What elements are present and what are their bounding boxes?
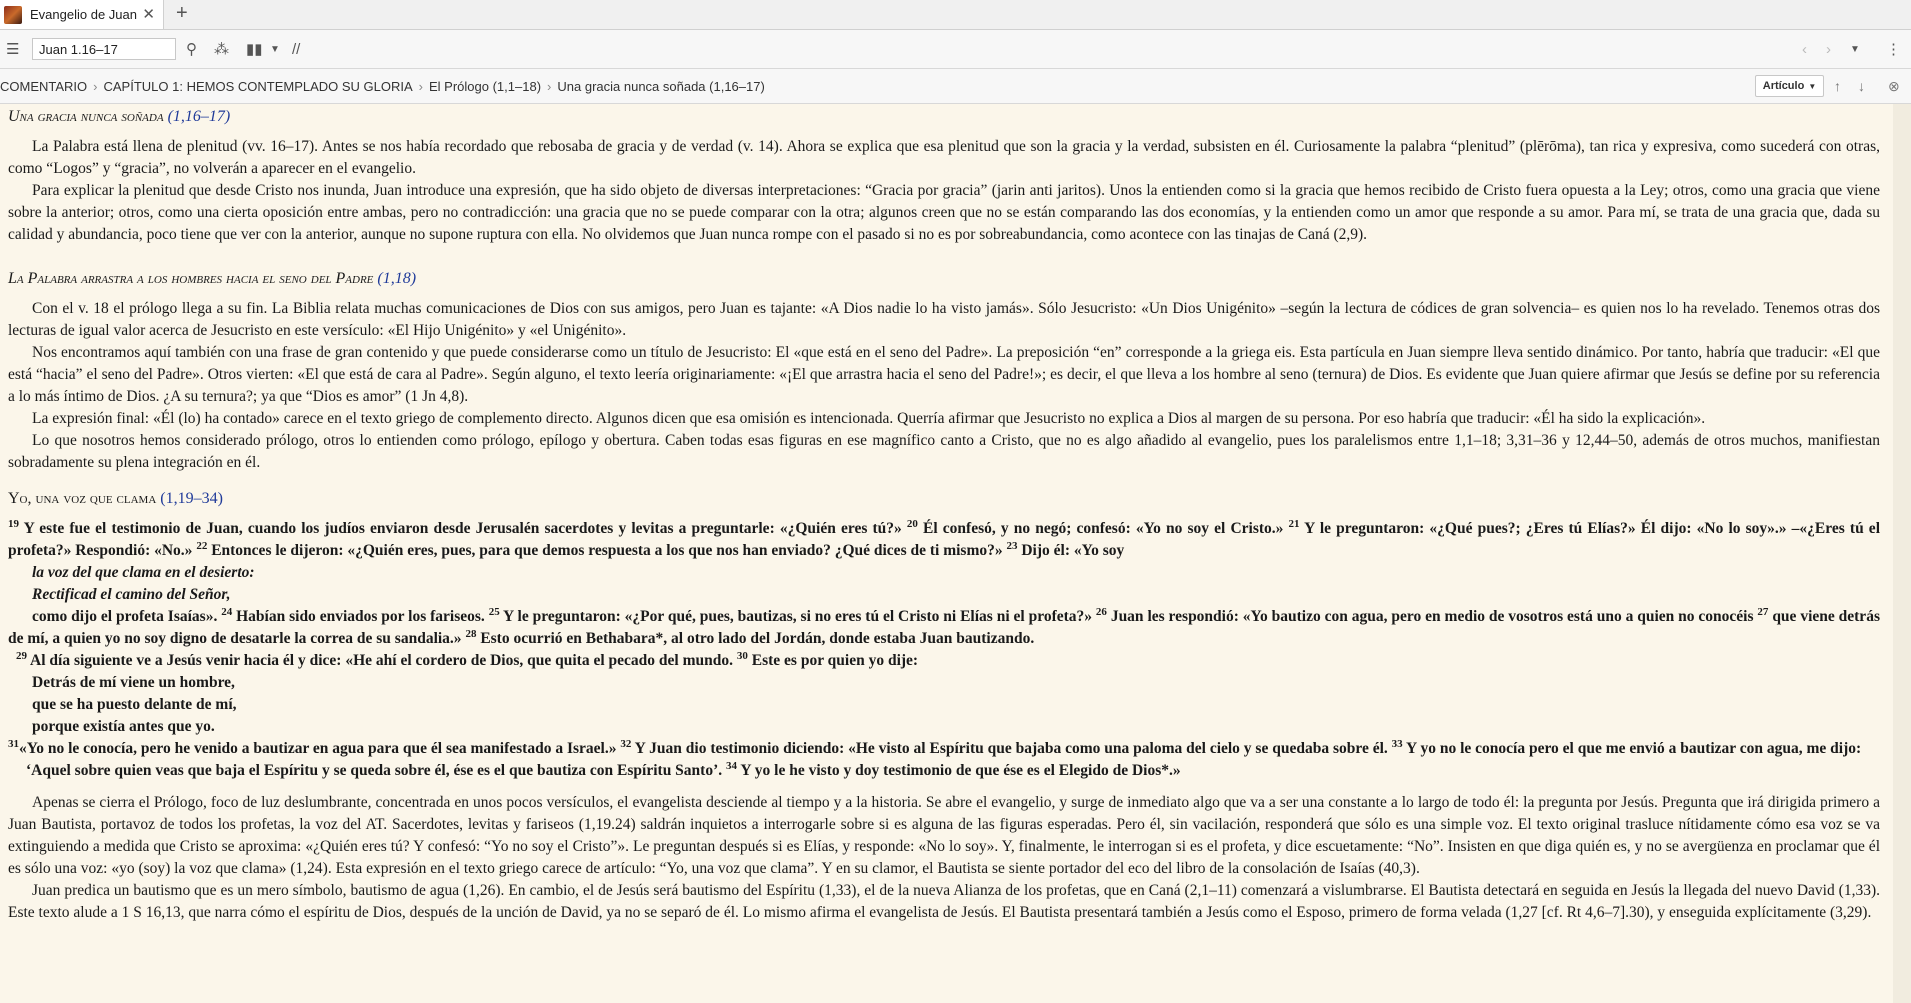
poetry-line: la voz del que clama en el desierto: — [32, 564, 255, 581]
scrollbar[interactable] — [1893, 104, 1911, 1003]
search-icon[interactable]: ⚲ — [186, 41, 197, 58]
bible-text — [8, 518, 1880, 562]
menu-icon[interactable]: ☰ — [6, 41, 20, 58]
parallel-icon[interactable]: ▮▮ — [246, 41, 263, 58]
verse-text: Y Juan dio testimonio diciendo: «He visto al Espíritu que bajaba como una paloma del cielo y se quedaba sobre él. — [634, 740, 1388, 757]
paragraph: Apenas se cierra el Prólogo, foco de luz deslumbrante, concentrada en unos pocos versículos, el evangelista desciende al tiempo y a la historia. Se abre el evangelio, y surge de inmediato algo que va a ser una constante a lo largo de todo él: la pregunta por Jesús. Pregunta que irá dirigida primero a Juan Bautista, portavoz de todos los profetas, la voz del AT. Sacerdotes, levitas y fariseos (1,19.24) saldrán inquietos a interrogarle sobre si es alguna de las figuras esperadas. Pero él, sin vacilación, responderá que sólo es una simple voz. El texto original trasluce nítidamente cómo esa voz se va extinguiendo a medida que Cristo se aproxima: «¿Quién eres tú? Y confesó: “Yo no soy el Cristo”». Le preguntan después si es Elías, y responde: «No lo soy». Y, finalmente, le interrogan si es el profeta, y dice escuetamente: “No”. Insisten en que diga quién es, y no se avergüenza en proclamar que él es sólo una voz: «yo (soy) la voz que clama» (1,24). Esta expresión en el texto griego carece de artículo: “Yo, una voz que clama”. Y en su clamor, el Bautista se siente portador del eco del libro de la consolación de Isaías (40,3). — [8, 794, 1880, 877]
verse-text: Y yo le he visto y doy testimonio de que ése es el Elegido de Dios*.» — [740, 762, 1181, 779]
section-heading — [8, 268, 1880, 290]
verse-number: 24 — [221, 605, 233, 618]
verse-number: 25 — [488, 605, 500, 618]
book-cover-icon — [4, 6, 22, 24]
verse-text: Y este fue el testimonio de Juan, cuando los judíos enviaron desde Jerusalén sacerdotes y levitas a preguntarle: «¿Quién eres tú?» — [23, 520, 902, 537]
verse-text: Este es por quien yo dije: — [751, 652, 919, 669]
verse-number: 30 — [736, 649, 748, 662]
verse-text: Él confesó, y no negó; confesó: «Yo no soy el Cristo.» — [923, 520, 1284, 537]
breadcrumb-separator-icon: › — [418, 78, 424, 94]
back-icon[interactable]: ‹ — [1802, 40, 1807, 58]
verse-text: como dijo el profeta Isaías». — [32, 608, 218, 625]
arrow-down-icon[interactable]: ↓ — [1858, 78, 1865, 94]
verse-number: 21 — [1288, 517, 1300, 530]
verse-number: 34 — [726, 759, 737, 772]
heading-title: Una gracia nunca soñada — [8, 108, 164, 125]
forward-icon[interactable]: › — [1826, 40, 1831, 58]
breadcrumb — [0, 69, 1911, 104]
verse-text: Habían sido enviados por los fariseos. — [236, 608, 485, 625]
breadcrumb-separator-icon: › — [547, 78, 552, 94]
bible-text — [8, 738, 1880, 760]
verse-number: 33 — [1391, 737, 1403, 750]
paragraph: Juan predica un bautismo que es un mero símbolo, bautismo de agua (1,26). En cambio, el de Jesús será bautismo del Espíritu (1,33), el de la nueva Alianza de los profetas, que en Caná (2,1–11) comenzará a vislumbrarse. El Bautista detectará en seguida en Jesús la llegada del nuevo David (1,33). Este texto alude a 1 S 16,13, que narra cómo el espíritu de Dios, después de la unción de David, ya no se separó de él. Lo mismo afirma el evangelista de Jesús. El Bautista presentará también a Jesús como el Esposo, primero de forma velada (1,27 [cf. Rt 4,6–7].30), y enseguida explícitamente (3,29). — [8, 882, 1880, 921]
verse-text: ‘Aquel sobre quien veas que baja el Espíritu y se queda sobre él, ése es el que bautiza con Espíritu Santo’. — [26, 762, 723, 779]
verse-number: 32 — [620, 737, 632, 750]
close-circle-icon[interactable]: ⊗ — [1888, 77, 1900, 94]
sync-icon[interactable]: // — [292, 40, 301, 58]
more-icon[interactable]: ⋮ — [1886, 41, 1901, 58]
verse-number: 28 — [465, 627, 477, 640]
heading-reference-link[interactable]: (1,19–34) — [160, 490, 223, 507]
chevron-down-icon[interactable]: ▼ — [270, 43, 280, 55]
verse-number: 20 — [906, 517, 918, 530]
poetry-line: porque existía antes que yo. — [32, 718, 215, 735]
verse-number: 27 — [1757, 605, 1769, 618]
verse-text: Esto ocurrió en Bethabara*, al otro lado del Jordán, donde estaba Juan bautizando. — [480, 630, 1035, 647]
verse-text: Entonces le dijeron: «¿Quién eres, pues, para que demos respuesta a los que nos han enviado? ¿Qué dices de ti mismo?» — [211, 542, 1003, 559]
poetry-line: que se ha puesto delante de mí, — [32, 696, 237, 713]
verse-text: que viene detrás de mí, a quien yo no soy digno de desatarle la correa de su sandalia.» — [8, 608, 1880, 647]
breadcrumb-item[interactable]: Una gracia nunca soñada (1,16–17) — [557, 78, 765, 94]
chevron-down-icon: ▼ — [1808, 81, 1817, 91]
people-icon[interactable]: ⁂ — [214, 41, 229, 58]
paragraph: Con el v. 18 el prólogo llega a su fin. La Biblia relata muchas comunicaciones de Dios con sus amigos, pero Juan es tajante: «A Dios nadie lo ha visto jamás». Sólo Jesucristo: «Un Dios Unigénito» –según la lectura de códices de gran solvencia– es quien nos lo ha revelado. Tenemos otras dos lecturas de igual valor acerca de Jesucristo en este versículo: «El Hijo Unigénito» y «el Unigénito». — [8, 300, 1880, 339]
poetry-line: Rectificad el camino del Señor, — [32, 586, 231, 603]
bible-text — [8, 760, 1880, 782]
verse-number: 26 — [1095, 605, 1107, 618]
toolbar — [0, 30, 1911, 69]
tab-title: Evangelio de Juan — [30, 7, 137, 22]
poetry-line: Detrás de mí viene un hombre, — [32, 674, 235, 691]
bible-text — [8, 606, 1880, 650]
paragraph: Nos encontramos aquí también con una frase de gran contenido y que puede considerarse como un título de Jesucristo: El «que está en el seno del Padre». La preposición “en” corresponde a la griega eis. Esta partícula en Juan siempre lleva sentido dinámico. Por tanto, habría que traducir: «El que está “hacia” el seno del Padre». Otros vierten: «El que está de cara al Padre». Según alguno, el texto leería originariamente: «¡El que arrastra hacia el seno del Padre!»; es decir, el que lleva a los hombre al seno (ternura) de Dios. Es evidente que Juan quiere afirmar que Jesús se define por su referencia a lo más íntimo de Dios. ¿A su ternura?; ya que “Dios es amor” (1 Jn 4,8). — [8, 344, 1880, 405]
heading-title: La Palabra arrastra a los hombres hacia el seno del Padre — [8, 270, 374, 287]
new-tab-icon[interactable]: + — [176, 2, 188, 24]
paragraph: La expresión final: «Él (lo) ha contado» carece en el texto griego de complemento directo. Algunos dicen que esa omisión es intencionada. Querría afirmar que Jesucristo no explica a Dios al margen de su persona. Por eso habría que traducir: «Él ha sido la explicación». — [32, 410, 1706, 427]
heading-title: Yo, una voz que clama — [8, 490, 157, 507]
verse-number: 19 — [8, 517, 19, 530]
verse-text: Al día siguiente ve a Jesús venir hacia él y dice: «He ahí el cordero de Dios, que quita el pecado del mundo. — [30, 652, 733, 669]
breadcrumb-item[interactable]: COMENTARIO — [0, 78, 88, 94]
verse-text: «Yo no le conocía, pero he venido a bautizar en agua para que él sea manifestado a Israel.» — [19, 740, 617, 757]
verse-number: 22 — [196, 539, 208, 552]
reference-input[interactable] — [32, 38, 176, 60]
arrow-up-icon[interactable]: ↑ — [1834, 78, 1841, 94]
commentary-content — [0, 104, 1880, 1003]
paragraph: Para explicar la plenitud que desde Cristo nos inunda, Juan introduce una expresión, que ha sido objeto de diversas interpretaciones: “Gracia por gracia” (jarin anti jaritos). Unos la entienden como si la gracia que hemos recibido de Cristo fuera opuesta a la Ley; otros, como una gracia que viene sobre la anterior; otros, como una cierta oposición entre ambas, pero no contradicción: una gracia que no se puede comparar con la otra; algunos creen que no se están comparando las dos economías, y la entienden como un amor que responde a su amor. Para mí, se trata de una gracia que, dada su calidad y abundancia, poco tiene que ver con la anterior, aunque no supone ruptura con ella. No olvidemos que Juan nunca rompe con el pasado si no es por sobreabundancia, como acontece con las tinajas de Caná (2,9). — [8, 182, 1880, 243]
verse-number: 23 — [1006, 539, 1018, 552]
verse-text: Y yo no le conocía pero el que me envió a bautizar con agua, me dijo: — [1405, 740, 1862, 757]
article-dropdown[interactable] — [1755, 75, 1824, 97]
breadcrumb-item[interactable]: CAPÍTULO 1: HEMOS CONTEMPLADO SU GLORIA — [103, 78, 413, 94]
paragraph: La Palabra está llena de plenitud (vv. 16–17). Antes se nos había recordado que rebosaba de gracia y de verdad (v. 14). Ahora se explica que esa plenitud que son la gracia y la verdad, subsisten en él. Curiosamente la palabra “plenitud” (plērōma), tan rica y expresiva, como sucederá con otras, como “Logos” y “gracia”, no volverán a aparecer en el evangelio. — [8, 138, 1880, 177]
history-chevron-icon[interactable]: ▼ — [1850, 43, 1860, 55]
verse-number: 31 — [8, 737, 19, 750]
breadcrumb-item[interactable]: El Prólogo (1,1–18) — [429, 78, 542, 94]
verse-text: Y le preguntaron: «¿Qué pues?; ¿Eres tú Elías?» Él dijo: «No lo soy».» –«¿Eres tú el profeta?» Respondió: «No.» — [8, 520, 1880, 559]
close-icon[interactable]: ✕ — [142, 6, 155, 23]
section-heading — [8, 488, 1880, 510]
article-dropdown-label: Artículo — [1762, 80, 1805, 92]
tab-bar — [0, 0, 1911, 30]
verse-text: Dijo él: «Yo soy — [1021, 542, 1125, 559]
breadcrumb-separator-icon: › — [93, 78, 98, 94]
verse-text: Juan les respondió: «Yo bautizo con agua, pero en medio de vosotros está uno a quien no conocéis — [1110, 608, 1754, 625]
bible-text — [8, 650, 1880, 672]
heading-reference-link[interactable]: (1,18) — [377, 270, 417, 287]
verse-number: 29 — [16, 649, 27, 662]
heading-reference-link[interactable]: (1,16–17) — [167, 108, 231, 125]
tab-evangelio-de-juan[interactable] — [0, 0, 164, 29]
section-heading — [8, 106, 1880, 128]
verse-text: Y le preguntaron: «¿Por qué, pues, bautizas, si no eres tú el Cristo ni Elías ni el profeta?» — [503, 608, 1093, 625]
paragraph: Lo que nosotros hemos considerado prólogo, otros lo entienden como prólogo, epílogo y obertura. Caben todas esas figuras en ese magnífico canto a Cristo, que no es algo añadido al evangelio, pues los paralelismos entre 1,1–18; 3,31–36 y 12,44–50, además de otros muchos, manifiestan sobradamente su plena integración en él. — [8, 432, 1880, 471]
